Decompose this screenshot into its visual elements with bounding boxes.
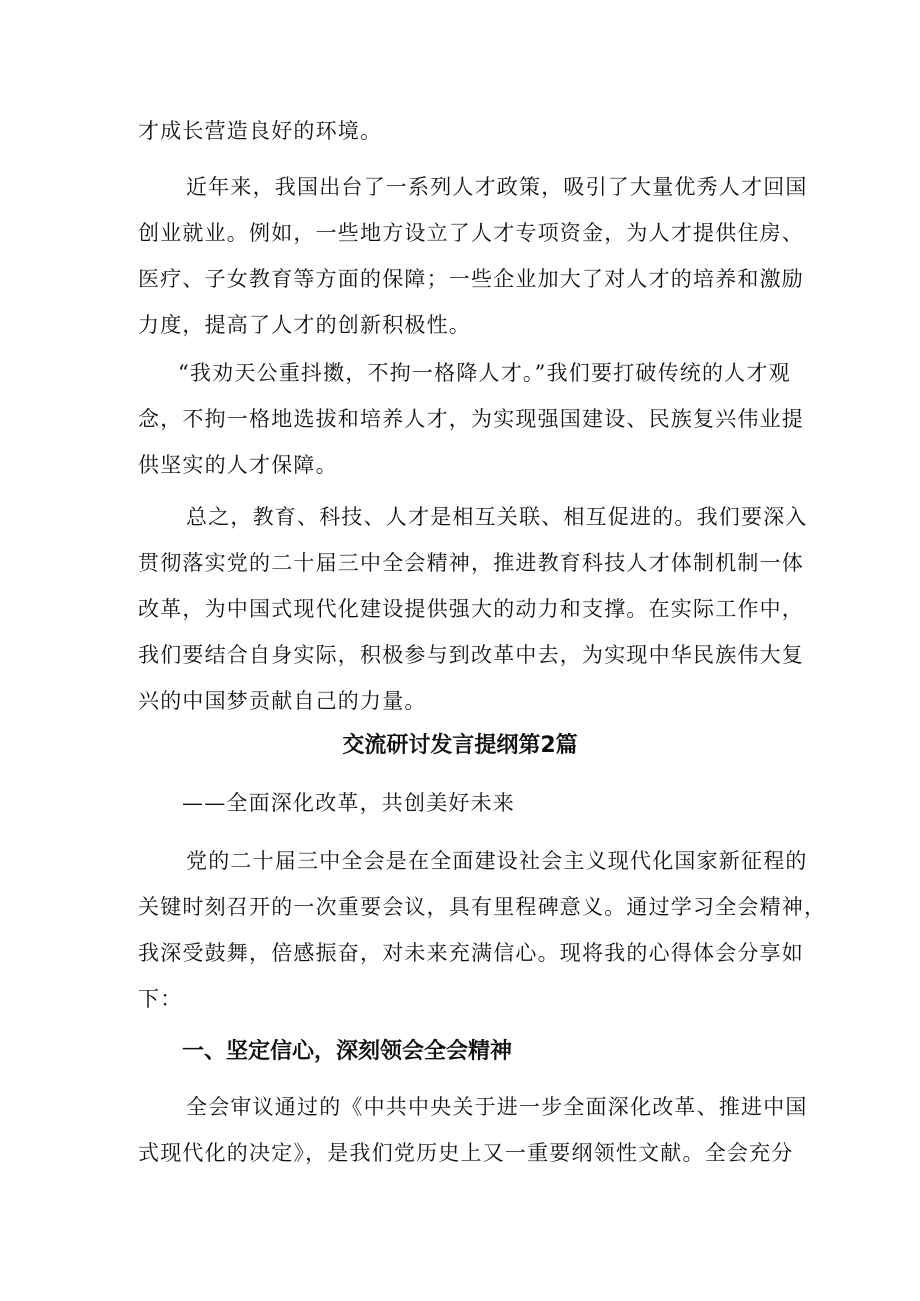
text-line: 全会审议通过的《中共中央关于进一步全面深化改革、推进中国 — [186, 1095, 808, 1119]
paragraph-decision — [138, 1084, 808, 1176]
text-line: 下： — [138, 987, 183, 1011]
text-line: 我深受鼓舞，倍感振奋，对未来充满信心。现将我的心得体会分享如 — [138, 941, 804, 965]
text-line: 供坚实的人才保障。 — [138, 453, 338, 477]
text-line: 关键时刻召开的一次重要会议，具有里程碑意义。通过学习全会精神， — [138, 895, 827, 919]
text-line: 改革，为中国式现代化建设提供强大的动力和支撑。在实际工作中， — [138, 597, 804, 621]
text-line: 兴的中国梦贡献自己的力量。 — [138, 689, 427, 713]
text-line: 式现代化的决定》，是我们党历史上又一重要纲领性文献。全会充分 — [138, 1141, 794, 1165]
text-line: 医疗、子女教育等方面的保障；一些企业加大了对人才的培养和激励 — [138, 267, 804, 291]
section-title: 交流研讨发言提纲第2篇 — [342, 733, 578, 758]
text-line: 力度，提高了人才的创新积极性。 — [138, 313, 471, 337]
subtitle: ——全面深化改革，共创美好未来 — [182, 791, 515, 815]
text-line: 贯彻落实党的二十届三中全会精神，推进教育科技人才体制机制一体 — [138, 551, 804, 575]
heading-one: 一、坚定信心，深刻领会全会精神 — [182, 1039, 513, 1064]
paragraph-talent-policies — [138, 164, 808, 348]
text-line: 创业就业。例如，一些地方设立了人才专项资金，为人才提供住房、 — [138, 221, 804, 245]
paragraph-conclusion — [138, 494, 808, 724]
text-line: 我们要结合自身实际，积极参与到改革中去，为实现中华民族伟大复 — [138, 643, 804, 667]
paragraph-poem-quote — [138, 350, 804, 488]
text-line: 党的二十届三中全会是在全面建设社会主义现代化国家新征程的 — [186, 849, 808, 873]
text-line: “我劝天公重抖擞，不拘一格降人才。”我们要打破传统的人才观 — [178, 361, 791, 385]
paragraph-plenum-intro — [138, 838, 827, 1022]
text-line: 近年来，我国出台了一系列人才政策，吸引了大量优秀人才回国 — [186, 175, 808, 199]
text-line: 念，不拘一格地选拔和培养人才，为实现强国建设、民族复兴伟业提 — [138, 407, 804, 431]
text-line: 总之，教育、科技、人才是相互关联、相互促进的。我们要深入 — [186, 505, 808, 529]
text-line: 才成长营造良好的环境。 — [138, 119, 383, 143]
paragraph-talent-environment — [138, 108, 790, 154]
